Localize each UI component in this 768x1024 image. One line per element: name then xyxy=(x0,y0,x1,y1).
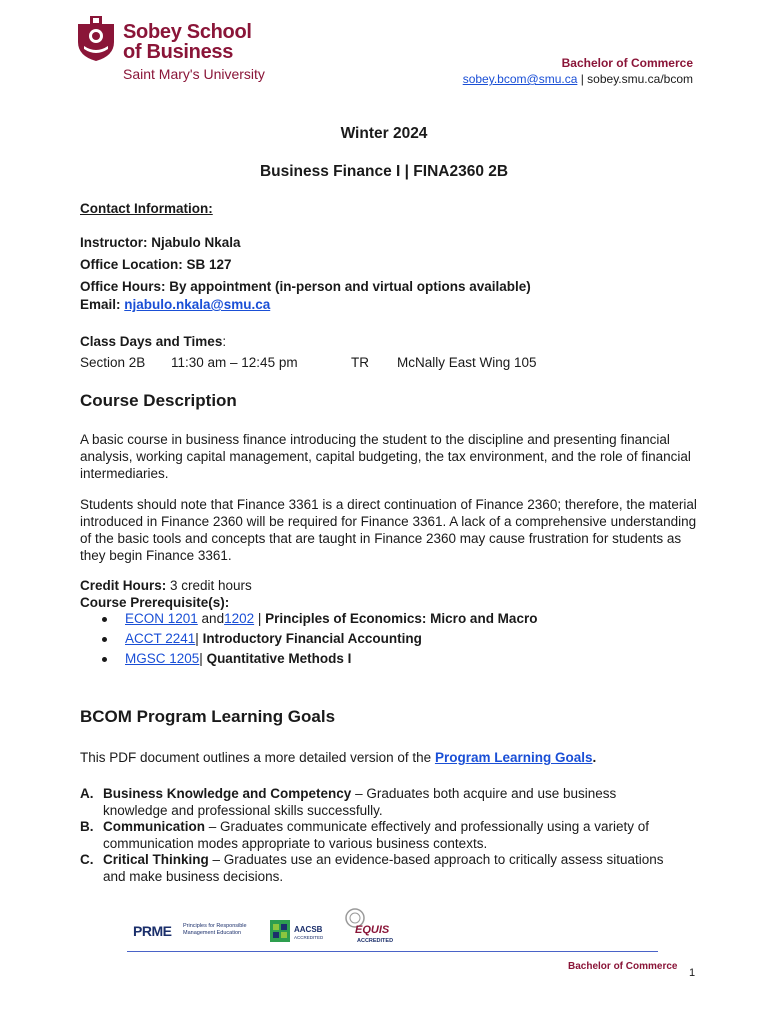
logo-text-university: Saint Mary's University xyxy=(123,66,265,82)
header-contact xyxy=(463,71,693,87)
goal-text: – Graduates communicate effectively and professionally using a variety of communication modes appropriate to various business contexts. xyxy=(103,819,649,851)
list-item xyxy=(100,610,537,630)
class-days: TR xyxy=(351,355,369,370)
goal-title: Business Knowledge and Competency xyxy=(103,786,352,801)
list-item xyxy=(100,650,537,670)
goal-title: Critical Thinking xyxy=(103,852,209,867)
term-title: Winter 2024 xyxy=(340,125,428,142)
course-description-para2: Students should note that Finance 3361 is a direct continuation of Finance 2360; therefore, the material introduced in Finance 2360 will be required for Finance 3361. A lack of a comprehensive understanding of the basic tools and concepts that are taught in Finance 2360 may cause frustration for students as they begin Finance 3361. xyxy=(80,497,697,563)
equis-subtitle: ACCREDITED xyxy=(357,938,394,944)
bullet-icon xyxy=(102,657,107,662)
email-label: Email: xyxy=(80,297,125,312)
prme-logo: PRME xyxy=(133,923,172,939)
class-section: Section 2B xyxy=(80,355,146,370)
prme-subtitle: Principles for Responsible Management Education xyxy=(183,923,247,936)
header-website: sobey.smu.ca/bcom xyxy=(587,72,693,86)
class-times-heading: Class Days and Times xyxy=(80,334,223,349)
prereq-name: Introductory Financial Accounting xyxy=(202,631,422,646)
logo-text-line2: of Business xyxy=(123,41,234,63)
prereq-list xyxy=(100,610,537,670)
list-item xyxy=(80,819,680,852)
course-title: Business Finance I | FINA2360 2B xyxy=(259,163,509,180)
learning-goals-intro-end: . xyxy=(592,750,597,765)
bullet-icon xyxy=(102,637,107,642)
page-number: 1 xyxy=(689,967,696,979)
contact-heading: Contact Information: xyxy=(80,201,213,216)
aacsb-subtitle: ACCREDITED xyxy=(294,935,324,940)
prereq-name: Principles of Economics: Micro and Macro xyxy=(265,611,538,626)
goal-text: – Graduates use an evidence-based approach to critically assess situations and make business decisions. xyxy=(103,852,664,884)
instructor-email-link[interactable]: njabulo.nkala@smu.ca xyxy=(124,297,271,312)
equis-logo-text: EQUIS xyxy=(355,924,390,936)
credit-hours-label: Credit Hours: xyxy=(80,578,167,593)
list-item xyxy=(80,786,680,819)
school-logo xyxy=(76,16,276,86)
prereq-sep: | xyxy=(199,651,207,666)
accreditation-logos xyxy=(133,908,413,948)
credit-hours-line xyxy=(80,577,700,594)
course-description-para1: A basic course in business finance introducing the student to the discipline and presenting financial analysis, working capital management, capital budgeting, the tax environment, and the role of financial intermediaries. xyxy=(80,432,691,481)
aacsb-icon xyxy=(270,920,290,942)
goal-letter: B. xyxy=(80,819,94,834)
prereq-name: Quantitative Methods I xyxy=(206,651,352,666)
office-location: Office Location: SB 127 xyxy=(80,257,232,272)
prereq-sep: | xyxy=(254,611,266,626)
prereq-code-link[interactable]: ECON 1201 xyxy=(125,611,198,626)
header-email-link[interactable]: sobey.bcom@smu.ca xyxy=(462,72,578,86)
goal-letter: C. xyxy=(80,852,94,867)
class-room: McNally East Wing 105 xyxy=(397,355,537,370)
header-contact-block xyxy=(463,55,693,87)
logo-text-line1: Sobey School xyxy=(123,21,252,43)
learning-goals-heading: BCOM Program Learning Goals xyxy=(80,707,336,726)
goal-title: Communication xyxy=(103,819,206,834)
prereq-code-link[interactable]: ACCT 2241 xyxy=(125,631,196,646)
list-item xyxy=(100,630,537,650)
learning-goals-intro xyxy=(80,749,700,766)
prereq-code-link[interactable]: MGSC 1205 xyxy=(125,651,200,666)
office-hours: Office Hours: By appointment (in-person and virtual options available) xyxy=(80,279,531,294)
prereq-and: and xyxy=(197,611,225,626)
learning-goals-intro-text: This PDF document outlines a more detailed version of the xyxy=(80,750,435,765)
instructor: Instructor: Njabulo Nkala xyxy=(80,235,241,250)
credit-hours-value: 3 credit hours xyxy=(166,578,252,593)
class-times-heading-line xyxy=(80,333,700,350)
crest-icon xyxy=(76,16,116,62)
header-separator: | xyxy=(577,72,588,86)
prereq-code-link[interactable]: 1202 xyxy=(224,611,255,626)
class-time: 11:30 am – 12:45 pm xyxy=(171,355,298,370)
bullet-icon xyxy=(102,617,107,622)
footer-program: Bachelor of Commerce xyxy=(568,961,678,972)
prereq-sep: | xyxy=(195,631,203,646)
goal-text: – Graduates both acquire and use business knowledge and professional skills successfully. xyxy=(103,786,617,818)
header-program: Bachelor of Commerce xyxy=(561,56,693,70)
prereq-heading: Course Prerequisite(s): xyxy=(80,595,230,610)
list-item xyxy=(80,852,680,885)
footer-divider xyxy=(127,951,658,952)
goals-list xyxy=(80,786,680,885)
aacsb-logo-text: AACSB xyxy=(294,925,323,934)
class-times-colon: : xyxy=(222,334,227,349)
course-description-heading: Course Description xyxy=(80,391,237,410)
goal-letter: A. xyxy=(80,786,94,801)
program-learning-goals-link[interactable]: Program Learning Goals xyxy=(434,750,593,765)
email-line xyxy=(80,296,700,313)
